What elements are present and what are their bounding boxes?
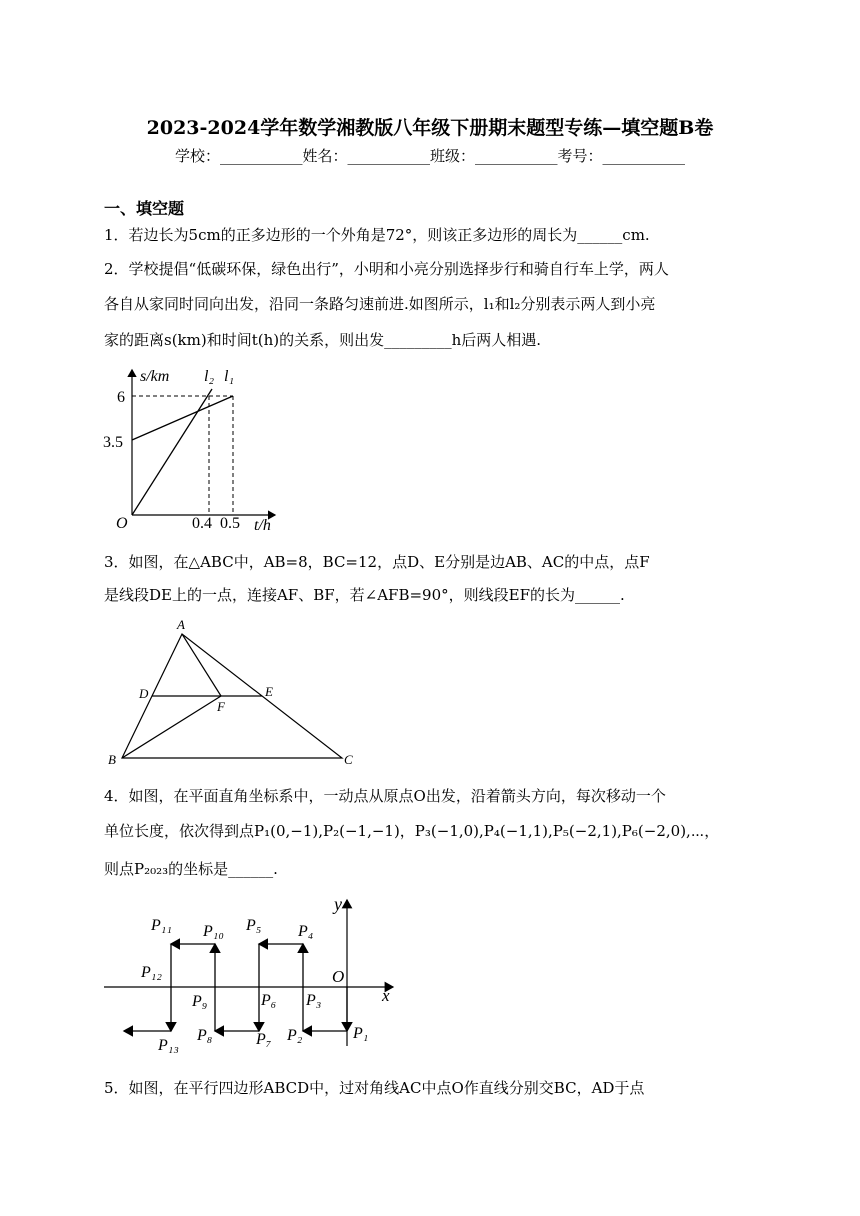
question-2-line-1: 2．学校提倡“低碳环保，绿色出行”，小明和小亮分别选择步行和骑自行车上学，两人 bbox=[104, 260, 669, 278]
x-axis-label: x bbox=[382, 986, 390, 1005]
section-heading: 一、填空题 bbox=[104, 199, 185, 218]
tick-x-0-4: 0.4 bbox=[192, 515, 212, 532]
question-4-line-2: 单位长度，依次得到点P₁(0,−1),P₂(−1,−1)，P₃(−1,0),P₄(−1,1),P₅(−2,1),P₆(−2,0),⋯， bbox=[104, 822, 720, 840]
label-P3: P₃ bbox=[306, 992, 322, 1009]
y-axis-label: s/km bbox=[140, 368, 170, 385]
line-l2-label: l₂ bbox=[204, 368, 215, 385]
label-P1: P₁ bbox=[353, 1025, 369, 1042]
question-2-line-2: 各自从家同时同向出发，沿同一条路匀速前进.如图所示，l₁和l₂分别表示两人到小亮 bbox=[104, 295, 656, 313]
x-axis-label: t/h bbox=[254, 517, 271, 534]
label-P7: P₇ bbox=[256, 1031, 272, 1048]
question-4-line-3: 则点P₂₀₂₃的坐标是______. bbox=[104, 860, 278, 878]
label-P6: P₆ bbox=[261, 992, 277, 1009]
tick-y-6: 6 bbox=[117, 389, 125, 406]
student-info-line: 学校：___________姓名：___________班级：___________考号：___________ bbox=[174, 147, 685, 165]
coordinate-path-figure bbox=[100, 888, 400, 1063]
label-P5: P₅ bbox=[246, 917, 262, 934]
line-l2 bbox=[132, 389, 212, 515]
tick-y-3-5: 3.5 bbox=[103, 434, 123, 451]
tick-x-0-5: 0.5 bbox=[220, 515, 240, 532]
label-P8: P₈ bbox=[197, 1027, 213, 1044]
question-3-line-2: 是线段DE上的一点，连接AF、BF，若∠AFB=90°，则线段EF的长为______. bbox=[104, 586, 625, 604]
paper-title: 2023-2024学年数学湘教版八年级下册期末题型专练—填空题B卷 bbox=[146, 117, 714, 139]
origin-label: O bbox=[116, 515, 128, 532]
question-3-line-1: 3．如图，在△ABC中，AB=8，BC=12，点D、E分别是边AB、AC的中点，点F bbox=[104, 553, 650, 571]
label-P13: P₁₃ bbox=[158, 1037, 179, 1054]
line-l1-label: l₁ bbox=[224, 368, 235, 385]
label-P10: P₁₀ bbox=[203, 923, 224, 940]
triangle-figure bbox=[100, 618, 365, 770]
question-1: 1．若边长为5cm的正多边形的一个外角是72°，则该正多边形的周长为______cm. bbox=[104, 226, 650, 244]
label-P4: P₄ bbox=[298, 923, 314, 940]
label-A: A bbox=[177, 618, 185, 632]
label-D: D bbox=[139, 686, 149, 701]
origin-label: O bbox=[332, 967, 345, 986]
label-P11: P₁₁ bbox=[151, 917, 172, 934]
label-P2: P₂ bbox=[287, 1027, 303, 1044]
question-5-line-1: 5．如图，在平行四边形ABCD中，过对角线AC中点O作直线分别交BC，AD于点 bbox=[104, 1079, 645, 1097]
label-B: B bbox=[108, 752, 116, 767]
label-P12: P₁₂ bbox=[141, 964, 162, 981]
segment-AF bbox=[182, 634, 221, 696]
line-l1 bbox=[132, 396, 233, 440]
label-P9: P₉ bbox=[192, 993, 208, 1010]
label-C: C bbox=[344, 752, 353, 767]
question-2-line-3: 家的距离s(km)和时间t(h)的关系，则出发_________h后两人相遇. bbox=[104, 331, 542, 349]
label-E: E bbox=[265, 684, 273, 699]
distance-time-graph bbox=[100, 362, 290, 537]
y-axis-label: y bbox=[334, 894, 342, 914]
label-F: F bbox=[217, 699, 225, 714]
question-4-line-1: 4．如图，在平面直角坐标系中，一动点从原点O出发，沿着箭头方向，每次移动一个 bbox=[104, 787, 666, 805]
